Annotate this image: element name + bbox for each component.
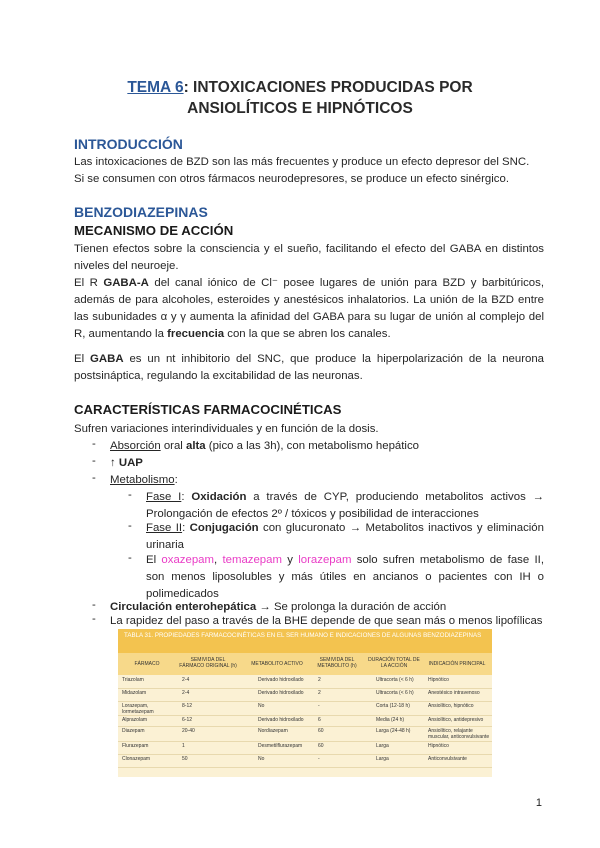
list-dash: - xyxy=(92,472,96,484)
text: Fase I xyxy=(146,491,182,503)
gaba-a-term: GABA-A xyxy=(103,277,149,289)
list-dash: - xyxy=(92,438,96,450)
mecanismo-paragraph3 xyxy=(74,351,544,385)
table-cell: Media (24 h) xyxy=(376,717,405,723)
drug-lorazepam: lorazepam xyxy=(298,554,352,566)
table-cell: Ansiolítico, antidepresivo xyxy=(428,717,484,723)
table-header-cell: FÁRMACO xyxy=(134,661,160,667)
farmacocinetica-heading: CARACTERÍSTICAS FARMACOCINÉTICAS xyxy=(74,402,342,417)
pharmacokinetics-table xyxy=(118,629,492,777)
table-cell: 50 xyxy=(182,756,188,762)
table-cell: 60 xyxy=(318,743,324,749)
list-dash: - xyxy=(92,455,96,467)
list-item-uap: ↑ UAP xyxy=(110,457,143,469)
text: oral xyxy=(160,440,186,452)
table-header-cell: DURACIÓN TOTAL DE LA ACCIÓN xyxy=(368,657,420,669)
table-cell: Diazepam xyxy=(122,728,145,734)
mecanismo-heading: MECANISMO DE ACCIÓN xyxy=(74,223,234,238)
text: Metabolismo xyxy=(110,474,175,486)
text: : xyxy=(174,474,178,486)
text: : xyxy=(181,491,192,503)
text: con glucuronato → Metabolitos inactivos y eliminación urinaria xyxy=(146,522,544,551)
text: El R xyxy=(74,277,104,289)
list-item-bhe: La rapidez del paso a través de la BHE depende de que sean más o menos lipofílicas xyxy=(110,615,543,627)
table-cell: - xyxy=(318,703,320,709)
text: a través de CYP, produciendo metabolitos activos → Prolongación de efectos 2º / tóxicos y posibilidad de interacciones xyxy=(146,491,544,520)
table-cell: - xyxy=(318,756,320,762)
sublist-item-fase2-only xyxy=(146,552,544,603)
table-row xyxy=(118,688,492,702)
page-number: 1 xyxy=(535,797,542,809)
table-cell: Corta (12-18 h) xyxy=(376,703,410,709)
table-cell: Derivado hidroxilado xyxy=(258,717,304,723)
text: , xyxy=(213,554,223,566)
table-cell: 2-4 xyxy=(182,677,190,683)
table-header-row xyxy=(118,653,492,675)
table-cell: Ultracorta (< 6 h) xyxy=(376,677,414,683)
table-cell: 60 xyxy=(318,728,324,734)
table-cell: No xyxy=(258,756,265,762)
text: → Se prolonga la duración de acción xyxy=(256,601,447,613)
text: y xyxy=(281,554,299,566)
bzd-heading: BENZODIAZEPINAS xyxy=(74,204,208,220)
table-cell: No xyxy=(258,703,265,709)
table-cell: Larga (24-48 h) xyxy=(376,728,411,734)
table-cell: Larga xyxy=(376,743,389,749)
gaba-term: GABA xyxy=(90,353,124,365)
table-cell: 8-12 xyxy=(182,703,193,709)
mecanismo-paragraph1: Tienen efectos sobre la consciencia y el sueño, facilitando el efecto del GABA en distintos niveles del neuroeje. xyxy=(74,243,544,272)
table-cell: Alprazolam xyxy=(122,717,148,723)
text: : xyxy=(182,522,190,534)
text: solo sufren metabolismo de fase II, son menos liposolubles y más útiles en ancianos o pacientes con IH o polimedicados xyxy=(146,554,544,600)
table-row xyxy=(118,754,492,768)
table-header-cell: SEMIVIDA DEL FÁRMACO ORIGINAL (h) xyxy=(179,657,237,669)
text: con la que se abren los canales. xyxy=(224,328,391,340)
intro-heading: INTRODUCCIÓN xyxy=(74,136,183,152)
sublist-item-fase1 xyxy=(146,489,544,523)
sublist-dash: - xyxy=(128,489,132,501)
table-cell: 6 xyxy=(318,717,321,723)
intro-line2: Si se consumen con otros fármacos neurodepresores, se produce un efecto sinérgico. xyxy=(74,173,509,185)
table-cell: Anestésico intravenoso xyxy=(428,690,480,696)
table-cell: Clonazepam xyxy=(122,756,151,762)
table-row xyxy=(118,741,492,755)
text: del canal iónico de Cl⁻ posee lugares de unión para BZD y barbitúricos, además de para alcoholes, esteroides y anestésicos inhalatorios. La unión de la BZD entre las subunidades α y γ aumenta la afinidad del GABA para su lugar de unión al complejo del R, aumentando la xyxy=(74,277,545,340)
mecanismo-paragraph2 xyxy=(74,275,544,343)
table-header-cell: METABOLITO ACTIVO xyxy=(251,661,303,667)
text: es un nt inhibitorio del SNC, que produce la hiperpolarización de la neurona postsináptica, regulando la excitabilidad de las neuronas. xyxy=(74,353,545,382)
page-title-line2: ANSIOLÍTICOS E HIPNÓTICOS xyxy=(187,100,413,117)
sublist-item-fase2 xyxy=(146,520,544,554)
text: Conjugación xyxy=(189,522,259,534)
table-cell: Hipnótico xyxy=(428,743,449,749)
table-cell: 1 xyxy=(182,743,185,749)
drug-oxazepam: oxazepam xyxy=(161,554,214,566)
table-cell: Triazolam xyxy=(122,677,144,683)
text: El xyxy=(74,353,91,365)
title-tema: TEMA 6 xyxy=(127,79,184,96)
table-cell: 2 xyxy=(318,690,321,696)
table-cell: Flurazepam xyxy=(122,743,149,749)
intro-line1: Las intoxicaciones de BZD son las más frecuentes y produce un efecto depresor del SNC. xyxy=(74,156,530,168)
table-cell: 20-40 xyxy=(182,728,195,734)
table-row xyxy=(118,701,492,716)
list-item-absorcion xyxy=(110,438,550,455)
table-title: TABLA 31. PROPIEDADES FARMACOCINÉTICAS EN EL SER HUMANO E INDICACIONES DE ALGUNAS BENZODIAZEPINAS xyxy=(118,629,492,653)
table-cell: Anticonvulsivante xyxy=(428,756,467,762)
table-cell: Ansiolítico, relajante muscular, anticonvulsivante xyxy=(428,728,490,740)
list-dash: - xyxy=(92,613,96,625)
table-cell: 6-12 xyxy=(182,717,193,723)
title-line1: : INTOXICACIONES PRODUCIDAS POR xyxy=(183,79,473,96)
table-cell: Desmetilflurazepam xyxy=(258,743,303,749)
table-cell: Derivado hidroxilado xyxy=(258,677,304,683)
text: Oxidación xyxy=(191,491,247,503)
table-cell: Nordiazepam xyxy=(258,728,288,734)
table-cell: Ultracorta (< 6 h) xyxy=(376,690,414,696)
text: El xyxy=(146,554,162,566)
page-title xyxy=(0,77,600,98)
table-header-cell: INDICACIÓN PRINCIPAL xyxy=(428,661,486,667)
text: Fase II xyxy=(146,522,183,534)
list-item-metabolismo xyxy=(110,472,178,489)
drug-temazepam: temazepam xyxy=(222,554,282,566)
text: (pico a las 3h), con metabolismo hepático xyxy=(205,440,419,452)
table-row xyxy=(118,675,492,689)
table-header-cell: SEMIVIDA DEL METABOLITO (h) xyxy=(317,657,357,669)
sublist-dash: - xyxy=(128,552,132,564)
list-dash: - xyxy=(92,599,96,611)
table-row xyxy=(118,726,492,742)
table-cell: Ansiolítico, hipnótico xyxy=(428,703,474,709)
text: alta xyxy=(185,440,206,452)
table-cell: Larga xyxy=(376,756,389,762)
table-cell: Hipnótico xyxy=(428,677,449,683)
table-cell: Lorazepam, lormetazepam xyxy=(122,703,154,715)
text: Circulación enterohepática xyxy=(110,601,257,613)
text: Absorción xyxy=(110,440,161,452)
table-cell: 2 xyxy=(318,677,321,683)
table-cell: Derivado hidroxilado xyxy=(258,690,304,696)
table-cell: Midazolam xyxy=(122,690,147,696)
farmacocinetica-intro: Sufren variaciones interindividuales y en función de la dosis. xyxy=(74,423,379,435)
table-cell: 2-4 xyxy=(182,690,190,696)
frecuencia-term: frecuencia xyxy=(167,328,225,340)
sublist-dash: - xyxy=(128,520,132,532)
